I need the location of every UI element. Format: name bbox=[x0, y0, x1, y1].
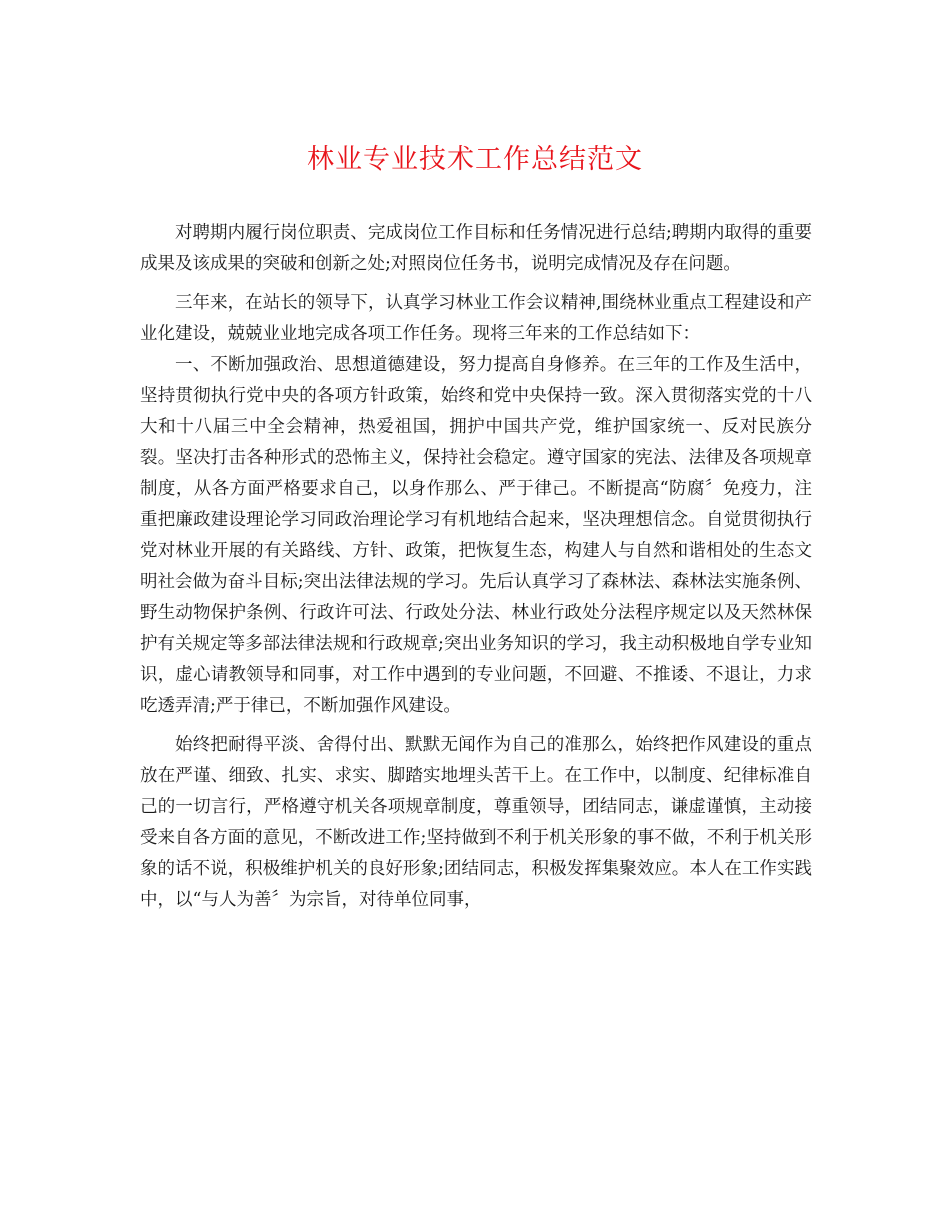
document-body bbox=[140, 218, 812, 924]
paragraph-1: 对聘期内履行岗位职责、完成岗位工作目标和任务情况进行总结;聘期内取得的重要成果及该成果的突破和创新之处;对照岗位任务书，说明完成情况及存在问题。 bbox=[140, 223, 812, 274]
paragraph-3: 一、不断加强政治、思想道德建设，努力提高自身修养。在三年的工作及生活中，坚持贯彻执行党中央的各项方针政策，始终和党中央保持一致。深入贯彻落实党的十八大和十八届三中全会精神，热爱祖国，拥护中国共产党，维护国家统一、反对民族分裂。坚决打击各种形式的恐怖主义，保持社会稳定。遵守国家的宪法、法律及各项规章制度，从各方面严格要求自己，以身作那么、严于律己。不断提高“防腐〞免疫力，注重把廉政建设理论学习同政治理论学习有机地结合起来，坚决理想信念。自觉贯彻执行党对林业开展的有关路线、方针、政策，把恢复生态，构建人与自然和谐相处的生态文明社会做为奋斗目标;突出法律法规的学习。先后认真学习了森林法、森林法实施条例、野生动物保护条例、行政许可法、行政处分法、林业行政处分法程序规定以及天然林保护有关规定等多部法律法规和行政规章;突出业务知识的学习，我主动积极地自学专业知识，虚心请教领导和同事，对工作中遇到的专业问题，不回避、不推诿、不退让，力求吃透弄清;严于律已，不断加强作风建设。 bbox=[140, 355, 812, 716]
paragraph-2: 三年来，在站长的领导下，认真学习林业工作会议精神,围绕林业重点工程建设和产业化建设，兢兢业业地完成各项工作任务。现将三年来的工作总结如下： bbox=[140, 293, 812, 344]
paragraph-4: 始终把耐得平淡、舍得付出、默默无闻作为自己的准那么，始终把作风建设的重点放在严谨、细致、扎实、求实、脚踏实地埋头苦干上。在工作中，以制度、纪律标准自己的一切言行，严格遵守机关各项规章制度，尊重领导，团结同志，谦虚谨慎，主动接受来自各方面的意见，不断改进工作;坚持做到不利于机关形象的事不做，不利于机关形象的话不说，积极维护机关的良好形象;团结同志，积极发挥集聚效应。本人在工作实践中，以“与人为善〞为宗旨，对待单位同事， bbox=[140, 735, 812, 910]
document-title: 林业专业技术工作总结范文 bbox=[307, 144, 643, 175]
